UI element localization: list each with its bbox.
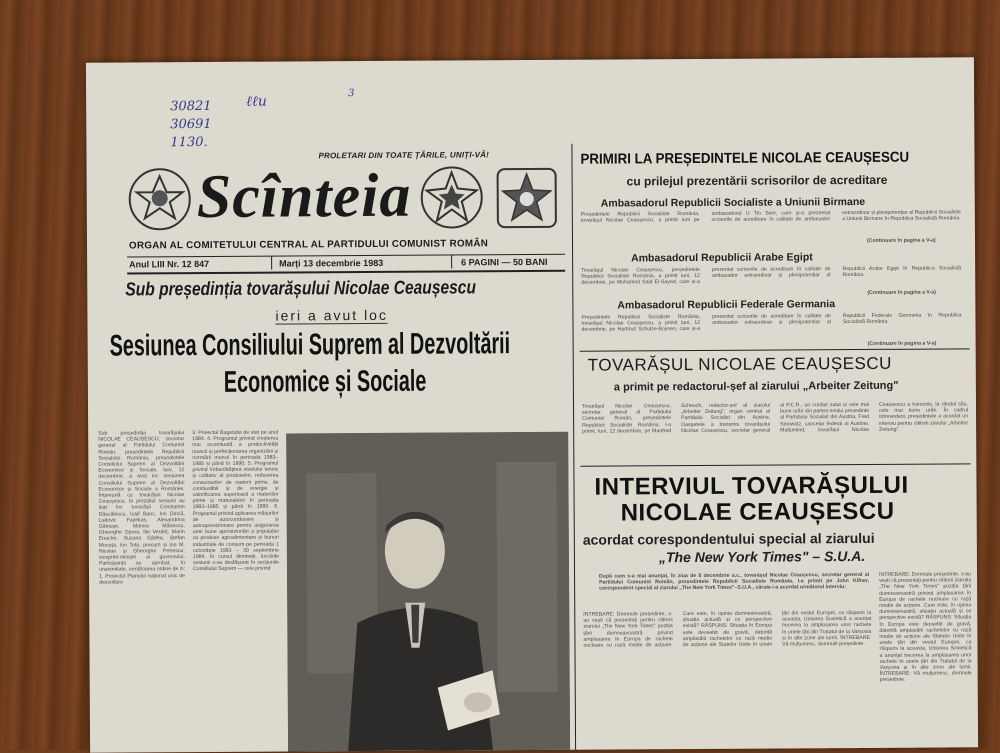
masthead-subtitle: ORGAN AL COMITETULUI CENTRAL AL PARTIDULUI COMUNIST ROMÂN	[128, 238, 489, 252]
ambassador-2-text: Tovarășul Nicolae Ceaușescu, președintele Republicii Socialiste România, a primit luni, 12 decembrie, pe Mohamed Said El-Sayed, care și-a prezentat scrisorile de acreditare în calitate de ambasador extraordinar și plenipotențiar al Republicii Arabe Egipt în Republica Socialistă România.	[581, 265, 962, 287]
interview-body-text: ÎNTREBARE: Domnule președinte, s-au vești că prezentați pentru cititorii ziarului „The New York Times" poziția țării dumneavoastră privind amplasarea în Europa de rachete nucleare cu rază medie de acțiune. Care este, în opinia dumneavoastră, situația actuală și ce perspective există? RĂSPUNS: Situația în Europa este deosebit de gravă, datorită amplasării rachetelor cu rază medie de acțiune ale Statelor Unite în unele țări din vestul Europei, ca răspuns la aceasta, Uniunea Sovietică a anunțat trecerea la amplasarea unor rachete în unele țări din Tratatul de la Varșovia și în alte zone ale lumii. ÎNTREBARE: Vă mulțumesc, domnule președinte.	[583, 609, 872, 649]
ambassador-3-text: Președintele Republicii Socialiste România, tovarășul Nicolae Ceaușescu, a primit luni, 12 decembrie, pe Hartmut Schulze-Boysen, care și-a prezentat scrisorile de acreditare în calitate de ambasador extraordinar și plenipotențiar al Republicii Federale Germania în Republica Socialistă România.	[581, 312, 962, 334]
ambassador-1-title: Ambasadorul Republicii Socialiste a Uniunii Birmane	[600, 195, 866, 210]
coat-of-arms-emblem	[129, 168, 191, 230]
medal-emblem	[497, 168, 557, 228]
masthead-rule-bottom	[127, 270, 565, 275]
tov-article-text: Tovarășul Nicolae Ceaușescu, secretar general al Partidului Comunist Român, președintele Republicii Socialiste România, l-a primit, luni, 12 decembrie, pe Manfred Scheuch, redactor-șef al ziarului „Arbeiter Zeitung", organ central al Partidului Socialist din Austria. Oaspetele a transmis tovarășului Nicolae Ceaușescu, secretar general al P.C.R., un cordial salut și cele mai bune urări din partea noului președinte al Partidului Socialist din Austria, Fred Sinowatz, cancelar federal al Austriei. Mulțumind, tovarășul Nicolae Ceaușescu a transmis, la rândul său, cele mai bune urări. În cadrul întrevederii, președintele a acordat un interviu pentru cititorii ziarului „Arbeiter Zeitung".	[581, 401, 969, 435]
issue-number: Anul LIII Nr. 12 847	[129, 258, 210, 270]
issue-price: 6 PAGINI — 50 BANI	[461, 256, 548, 268]
interview-subheadline-1: acordat corespondentului special al ziarului	[582, 529, 875, 548]
ceausescu-photo	[286, 432, 570, 752]
handwritten-digit: 3	[348, 88, 355, 100]
party-star-emblem	[421, 166, 483, 228]
section-rule-2	[580, 463, 970, 466]
newspaper-page	[86, 57, 978, 752]
article-kicker	[125, 277, 553, 302]
headline-line-1-text: Sesiunea Consiliului Suprem al Dezvoltării	[109, 327, 511, 363]
article-kicker-text: Sub președinția tovarășului Nicolae Ceaușescu	[125, 277, 477, 301]
issue-divider-2	[451, 255, 452, 268]
receptions-headline-text: PRIMIRI LA PREȘEDINTELE NICOLAE CEAUȘESCU	[580, 149, 910, 168]
handwritten-number-3: 1130.	[170, 134, 208, 151]
interview-headline-line-1: INTERVIUL TOVARĂȘULUI	[594, 471, 909, 501]
handwritten-number-1: 30821	[170, 98, 212, 115]
interview-side-column: ÎNTREBARE: Domnule președinte, s-au vești că prezentați pentru cititorii ziarului „The New York Times" poziția țării dumneavoastră privind amplasarea în Europa de rachete nucleare cu rază medie de acțiune. Care este, în opinia dumneavoastră, situația actuală și ce perspective există? RĂSPUNS: Situația în Europa este deosebit de gravă, datorită amplasării rachetelor cu rază medie de acțiune ale Statelor Unite în unele țări din vestul Europei, ca răspuns la aceasta, Uniunea Sovietică a anunțat trecerea la amplasarea unor rachete în unele țări din Tratatul de la Varșovia și în alte zone ale lumii. ÎNTREBARE: Vă mulțumesc, domnule președinte.	[879, 571, 972, 684]
interview-headline-line-2: NICOLAE CEAUȘESCU	[620, 497, 895, 527]
interview-lead-paragraph: După cum s-a mai anunțat, în ziua de 8 decembrie a.c., tovarășul Nicolae Ceaușescu, secretar general al Partidului Comunist Român, președintele Republicii Socialiste România, l-a primit pe John Kifner, corespondent special al ziarului „The New York Times"–S.U.A., căruia i-a acordat următorul interviu:	[599, 571, 870, 592]
handwritten-mark: ℓℓu	[246, 93, 267, 110]
ambassador-2-continuation: (Continuare în pagina a V-a)	[867, 289, 936, 296]
article-column-2: 3. Proiectul Bugetului de stat pe anul 1984. 4. Programul privind creșterea mai accentuată a productivității muncii și perfecționarea organizării și normării muncii în perioada 1983–1985 și până în 1990. 5. Programul privind îmbunătățirea nivelului tehnic și calitativ al produselor, reducerea consumurilor de materii prime, de combustibil și de energie și valorificarea superioară a materiilor prime și materialelor în perioada 1983–1985 și până în 1990. 6. Programul privind aplicarea măsurilor de autoconducere și autoaprovizionare pentru asigurarea unei bune aprovizionări a populației cu produse agroalimentare și bunuri industriale de consum pe perioada 1 octombrie 1983 – 30 septembrie 1984. În cursul dimineții, lucrările sesiunii s-au desfășurat în secțiunile Consiliului Suprem — cele privind	[192, 429, 279, 573]
tov-headline: TOVARĂȘUL NICOLAE CEAUȘESCU	[587, 353, 892, 375]
headline-line-2-text: Economice și Sociale	[223, 364, 427, 399]
article-headline-line-2	[224, 365, 531, 399]
issue-divider-1	[271, 257, 272, 270]
ambassador-2-title: Ambasadorul Republicii Arabe Egipt	[631, 251, 813, 265]
handwritten-number-2: 30691	[170, 116, 212, 133]
ambassador-3-title: Ambasadorul Republicii Federale Germania	[617, 298, 836, 312]
column-separator	[571, 144, 576, 750]
interview-subheadline-2: „The New York Times" – S.U.A.	[658, 547, 866, 566]
tov-subheadline: a primit pe redactorul-șef al ziarului „Arbeiter Zeitung"	[613, 379, 899, 394]
ambassador-1-continuation: (Continuare în pagina a V-a)	[866, 237, 936, 244]
issue-date: Marți 13 decembrie 1983	[279, 257, 384, 269]
ambassador-1-text: Președintele Republicii Socialiste România, tovarășul Nicolae Ceaușescu, a primit luni pe ambasadorul U Tin Sein, care și-a prezentat scrisorile de acreditare în calitate de ambasador extraordinar și plenipotențiar al Republicii Socialiste a Uniunii Birmane în Republica Socialistă România.	[580, 209, 961, 224]
ambassador-3-continuation: (Continuare în pagina a V-a)	[867, 340, 937, 347]
masthead-title: Scînteia	[196, 161, 412, 232]
article-column-1: Sub președinția tovarășului NICOLAE CEAUȘESCU, secretar general al Partidului Comunist Român, președintele Republicii Socialiste România, președintele Consiliului Suprem al Dezvoltării Economice și Sociale, luni, 12 decembrie, a avut loc sesiunea Consiliului Suprem al Dezvoltării Economice și Sociale a României. Împreună cu tovarășul Nicolae Ceaușescu, în prezidiul sesiunii au luat loc tovarășii Constantin Dăscălescu, Iosif Banc, Ion Dincă, Ludovic Fazekas, Alexandrina Găinușe, Manea Mănescu, Gheorghe Oprea, Ilie Verdeț, Marin Enache, Suzana Gâdea, Ștefan Mocuța, Ion Totu, precum și Ion M. Nicolae și Gheorghe Petrescu, viceprim-miniștri ai guvernului. Participanții au aprobat, în unanimitate, următoarea ordine de zi: 1. Proiectul Planului național unic de dezvoltare	[98, 430, 186, 586]
receptions-subheadline: cu prilejul prezentării scrisorilor de acreditare	[626, 172, 888, 189]
masthead-motto: PROLETARI DIN TOATE ȚĂRILE, UNIȚI-VĂ!	[318, 150, 490, 161]
article-kicker-2: ieri a avut loc	[275, 306, 388, 324]
receptions-headline	[580, 150, 937, 168]
